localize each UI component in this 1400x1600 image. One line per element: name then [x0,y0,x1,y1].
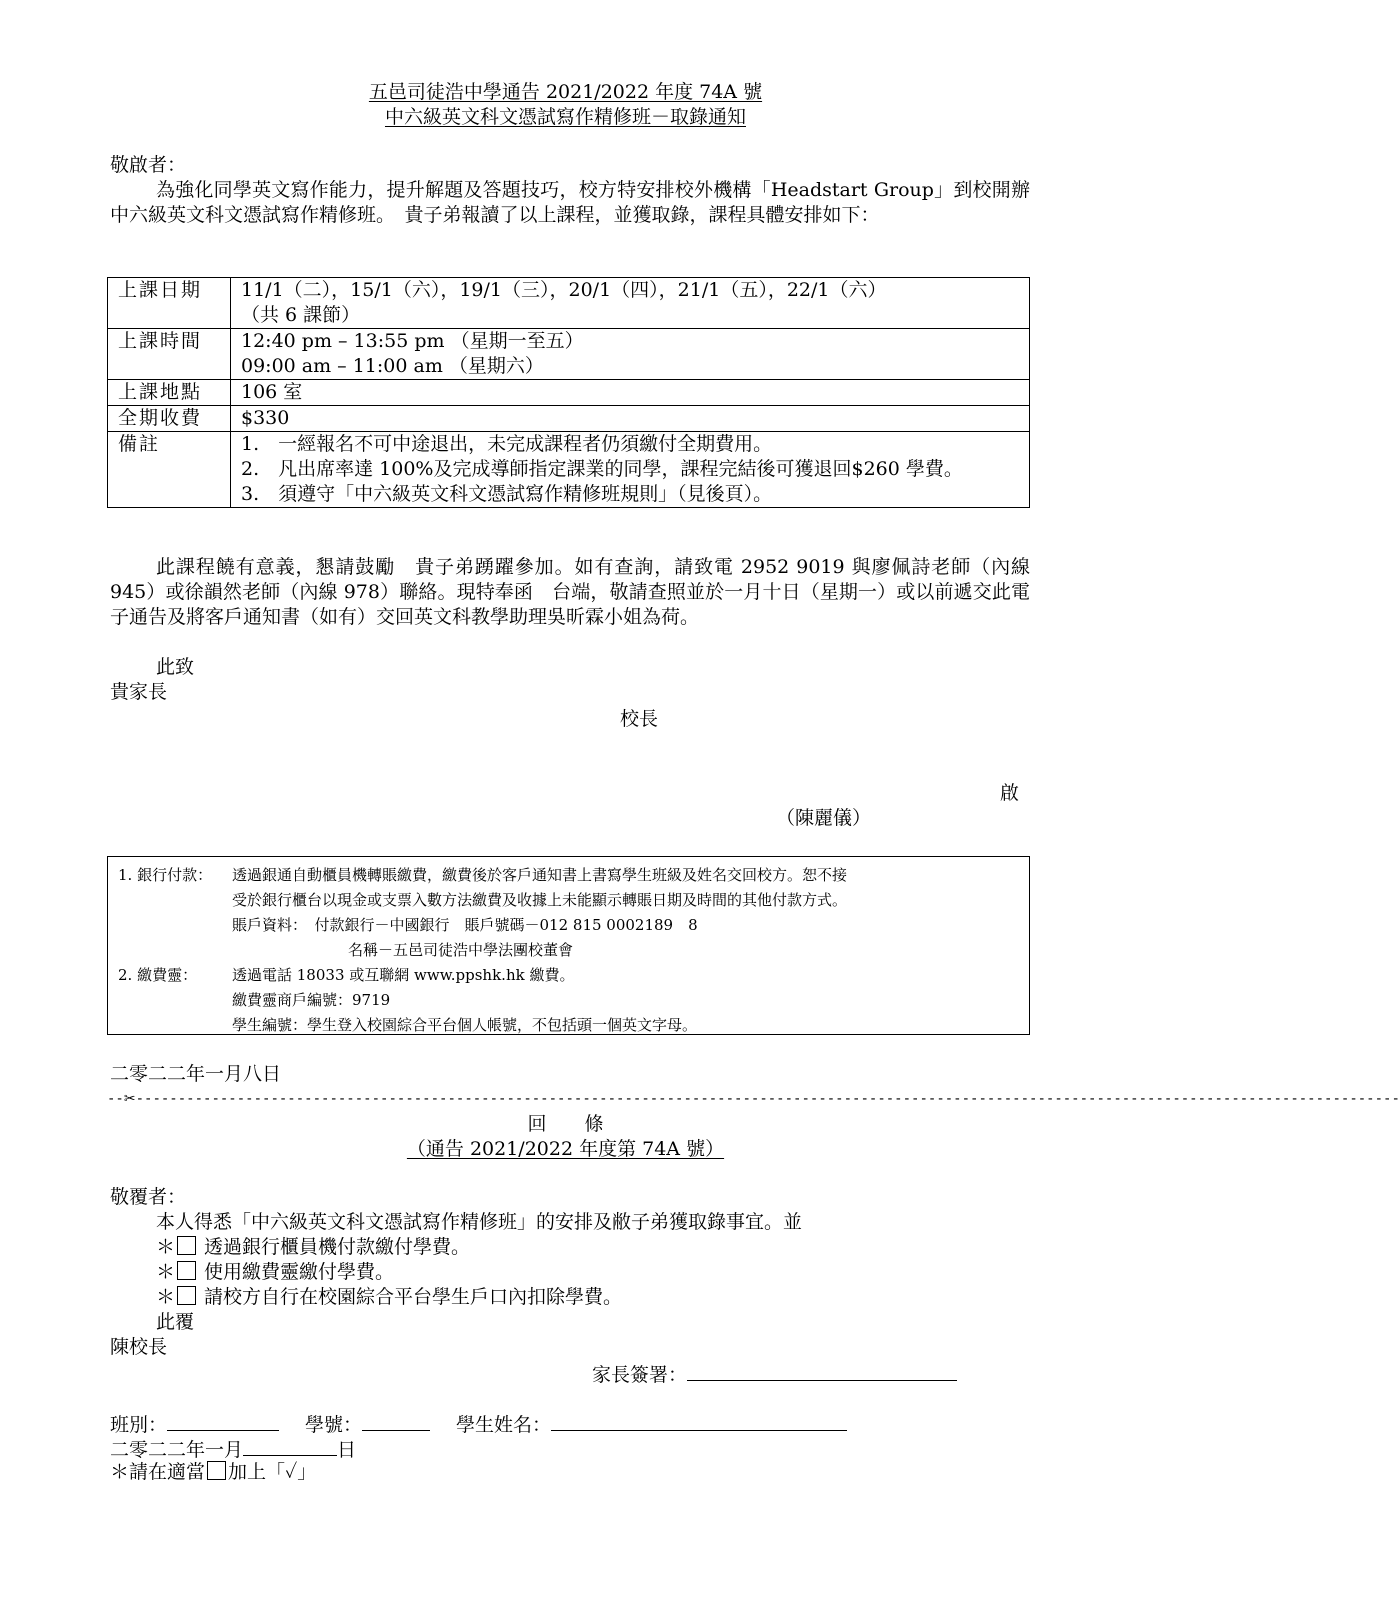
reply-date-field [110,1435,356,1463]
reply-date-day-field[interactable] [243,1435,337,1456]
course-date-note: （共 6 課節） [241,304,361,326]
student-name-label: 學生姓名： [456,1414,552,1436]
course-venue-row [108,380,1030,406]
course-date-value: 11/1（二），15/1（六），19/1（三），20/1（四），21/1（五），22/1（六） [241,279,887,301]
bank-payment-line: 受於銀行櫃台以現金或支票入數方法繳費及收據上未能顯示轉賬日期及時間的其他付款方式。 [232,891,848,909]
pps-student-number: 學生編號：學生登入校園綜合平台個人帳號，不包括頭一個英文字母。 [232,1016,698,1034]
parent-signature-line[interactable] [687,1360,957,1381]
bank-account-name: 名稱－五邑司徒浩中學法團校董會 [348,941,574,959]
bank-payment-line: 透過銀通自動櫃員機轉賬繳費，繳費後於客戶通知書上書寫學生班級及姓名交回校方。恕不接 [232,866,848,884]
course-time-label: 上課時間 [108,329,231,380]
instruction-suffix: 加上「✓」 [228,1461,317,1483]
student-number-label: 學號： [305,1414,363,1436]
student-name-field[interactable] [551,1410,847,1431]
option-star: ＊ [156,1261,176,1283]
course-venue-label: 上課地點 [108,380,231,406]
checkbox[interactable] [177,1261,196,1280]
class-label: 班別： [110,1414,168,1436]
cut-line [107,1087,1400,1112]
pps-merchant-number: 繳費靈商戶編號：9719 [232,991,391,1009]
reply-date-suffix: 日 [337,1439,357,1461]
course-date-label: 上課日期 [108,278,231,329]
cut-line-dashes: ------------------------------------------------------------------------------------------------------------------------------------------------------ [135,1091,1400,1107]
salutation: 敬啟者： [110,154,187,176]
student-number-field[interactable] [362,1410,430,1431]
course-remarks-cell [231,432,1030,508]
course-fee-value: $330 [231,406,1030,432]
body-paragraph: 此課程饒有意義，懇請鼓勵 貴子弟踴躍參加。如有查詢，請致電 2952 9019 與廖佩詩老師（內線 945）或徐韻然老師（內線 978）聯絡。現特奉函 台端，敬請查照並於一月十日（星期一）或以前遞交此電子通告及將客戶通知書（如有）交回英文科教學助理吳昕霖小姐為荷。 [110,556,1030,628]
remark-item: 1. 一經報名不可中途退出，未完成課程者仍須繳付全期費用。 [241,433,773,455]
reply-salutation: 敬覆者： [110,1186,187,1208]
course-time-cell [231,329,1030,380]
option-bank-atm[interactable] [156,1235,470,1260]
remark-item: 2. 凡出席率達 100%及完成導師指定課業的同學，課程完結後可獲退回$260 學費。 [241,458,963,480]
course-time-row [108,329,1030,380]
option-star: ＊ [156,1236,176,1258]
option-label: 透過銀行櫃員機付款繳付學費。 [204,1236,471,1258]
reply-closing: 此覆 [156,1311,195,1333]
payment-info-box [107,856,1030,1035]
course-table [107,277,1030,508]
notice-title: 五邑司徒浩中學通告 2021/2022 年度 74A 號 [368,81,763,103]
course-time-saturday: 09:00 am – 11:00 am （星期六） [241,355,544,377]
course-time-weekday: 12:40 pm – 13:55 pm （星期一至五） [241,330,584,352]
course-remarks-label: 備註 [108,432,231,508]
course-date-cell [231,278,1030,329]
intro-paragraph: 為強化同學英文寫作能力，提升解題及答題技巧，校方特安排校外機構「Headstart Group」到校開辦中六級英文科文憑試寫作精修班。 貴子弟報讀了以上課程，並獲取錄，課程具體安排如下： [110,179,1030,226]
closing-greeting: 此致 [156,656,195,678]
bank-account-info: 賬戶資料： 付款銀行－中國銀行 賬戶號碼－012 815 0002189 8 [232,916,698,934]
remark-item: 3. 須遵守「中六級英文科文憑試寫作精修班規則」（見後頁）。 [241,483,773,505]
checkbox[interactable] [177,1286,196,1305]
course-fee-label: 全期收費 [108,406,231,432]
class-field[interactable] [167,1410,279,1431]
option-star: ＊ [156,1286,176,1308]
scissors-icon: ✂ [123,1091,136,1107]
reply-statement: 本人得悉「中六級英文科文憑試寫作精修班」的安排及敝子弟獲取錄事宜。並 [156,1211,803,1233]
option-pps[interactable] [156,1260,394,1285]
checkbox[interactable] [177,1236,196,1255]
closing-addressee: 貴家長 [110,681,168,703]
pps-payment-label: 2. 繳費靈： [118,966,198,984]
student-info-fields [110,1410,847,1438]
course-remarks-row [108,432,1030,508]
principal-title: 校長 [620,708,659,730]
notice-subtitle: 中六級英文科文憑試寫作精修班－取錄通知 [384,106,746,128]
reply-slip-title: 回 條 [527,1113,604,1135]
option-school-deduct[interactable] [156,1285,622,1310]
course-fee-row [108,406,1030,432]
course-date-row [108,278,1030,329]
bank-payment-label: 1. 銀行付款： [118,866,213,884]
pps-payment-line: 透過電話 18033 或互聯網 www.ppshk.hk 繳費。 [232,966,575,984]
sample-checkbox [207,1461,226,1480]
reply-slip-ref-wrap [0,1137,1131,1162]
notice-date: 二零二二年一月八日 [110,1063,282,1085]
instruction-prefix: ＊請在適當 [110,1461,206,1483]
course-venue-value: 106 室 [231,380,1030,406]
reply-date-prefix: 二零二二年一月 [110,1439,244,1461]
cut-line-prefix: -- [107,1091,124,1107]
option-label: 請校方自行在校園綜合平台學生戶口內扣除學費。 [204,1286,623,1308]
principal-name: （陳麗儀） [776,807,872,829]
option-label: 使用繳費靈繳付學費。 [204,1261,395,1283]
parent-signature-field[interactable] [592,1360,957,1388]
reply-instruction [110,1460,316,1485]
reply-addressee: 陳校長 [110,1336,168,1358]
respect-word: 啟 [1000,782,1020,804]
reply-slip-ref: （通告 2021/2022 年度第 74A 號） [406,1138,725,1160]
parent-signature-label: 家長簽署： [592,1364,688,1386]
